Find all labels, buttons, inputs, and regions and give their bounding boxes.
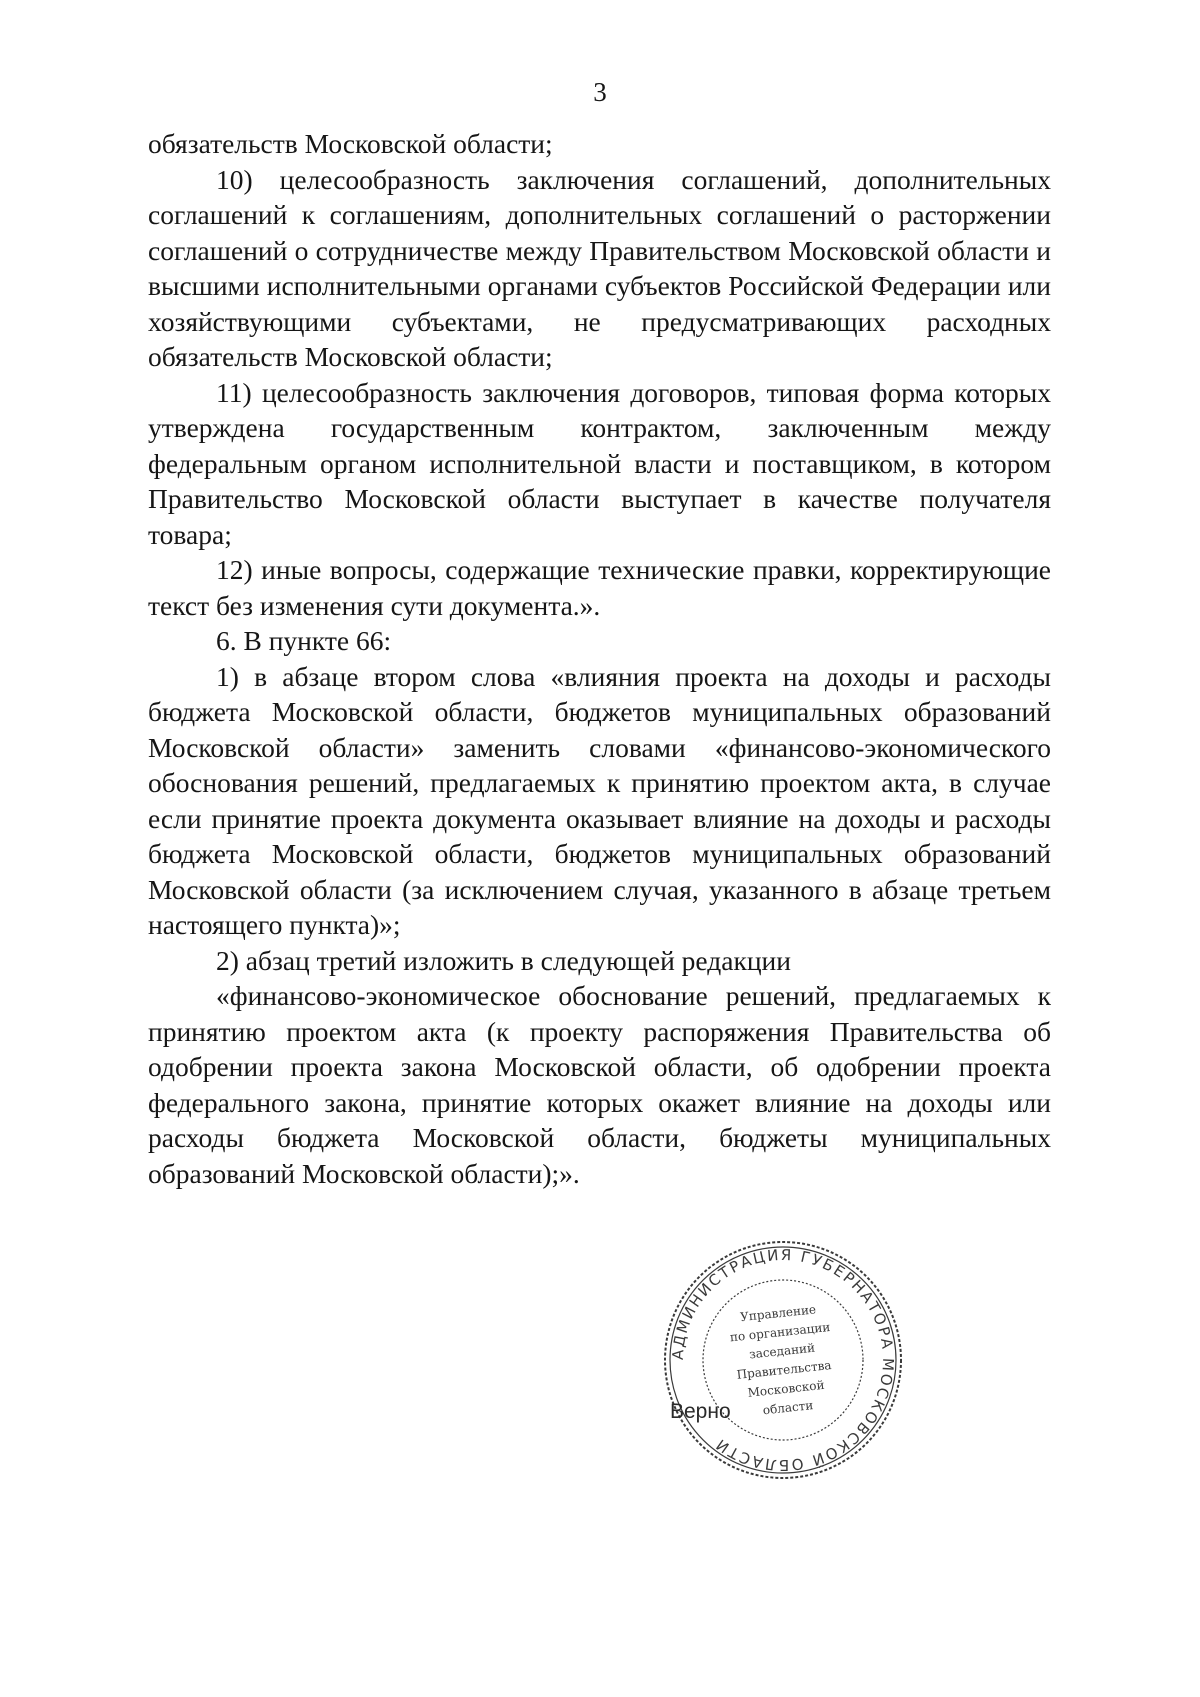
seal-inner-line: области bbox=[762, 1398, 814, 1418]
paragraph-subitem-1: 1) в абзаце втором слова «влияния проекта на доходы и расходы бюджета Московской области, бюджетов муниципальных образований Московской области» заменить словами «финансово-экономического обоснования решений, предлагаемых к принятию проектом акта, в случае если принятие проекта документа оказывает влияние на доходы и расходы бюджета Московской области, бюджетов муниципальных образований Московской области (за исключением случая, указанного в абзаце третьем настоящего пункта)»; bbox=[148, 660, 1051, 940]
seal-icon bbox=[658, 1235, 908, 1485]
seal-inner-line: Управление bbox=[739, 1302, 817, 1325]
seal-inner-line: Московской bbox=[746, 1377, 826, 1400]
seal-inner-line: Правительства bbox=[735, 1358, 833, 1382]
paragraph-item-11: 11) целесообразность заключения договоров, типовая форма которых утверждена государственным контрактом, заключенным между федеральным органом исполнительной власти и поставщиком, в котором Правительство Московской области выступает в качестве получателя товара; bbox=[148, 376, 1051, 550]
paragraph-item-12: 12) иные вопросы, содержащие технические правки, корректирующие текст без изменения сути документа.». bbox=[148, 554, 1051, 621]
paragraph-new-wording: «финансово-экономическое обоснование решений, предлагаемых к принятию проектом акта (к проекту распоряжения Правительства об одобрении проекта закона Московской области, об одобрении проекта федерального закона, принятие которых окажет влияние на доходы или расходы бюджета Московской области, бюджеты муниципальных образований Московской области);». bbox=[148, 980, 1051, 1189]
page-number: 3 bbox=[593, 77, 607, 107]
paragraph-section-6: 6. В пункте 66: bbox=[216, 625, 392, 656]
document-body bbox=[148, 126, 1051, 1191]
paragraph-continuation: обязательств Московской области; bbox=[148, 128, 553, 159]
paragraph-item-10: 10) целесообразность заключения соглашений, дополнительных соглашений к соглашениям, дополнительных соглашений о расторжении соглашений о сотрудничестве между Правительством Московской области и высшими исполнительными органами субъектов Российской Федерации или хозяйствующими субъектами, не предусматривающих расходных обязательств Московской области; bbox=[148, 163, 1051, 372]
seal-outer-text: АДМИНИСТРАЦИЯ ГУБЕРНАТОРА МОСКОВСКОЙ ОБЛАСТИ bbox=[668, 1245, 898, 1475]
official-seal bbox=[658, 1235, 908, 1485]
certification-mark: Верно bbox=[670, 1400, 731, 1423]
seal-inner-line: по организации bbox=[729, 1319, 831, 1345]
paragraph-subitem-2: 2) абзац третий изложить в следующей редакции bbox=[216, 944, 791, 976]
seal-inner-line: заседаний bbox=[748, 1340, 816, 1362]
